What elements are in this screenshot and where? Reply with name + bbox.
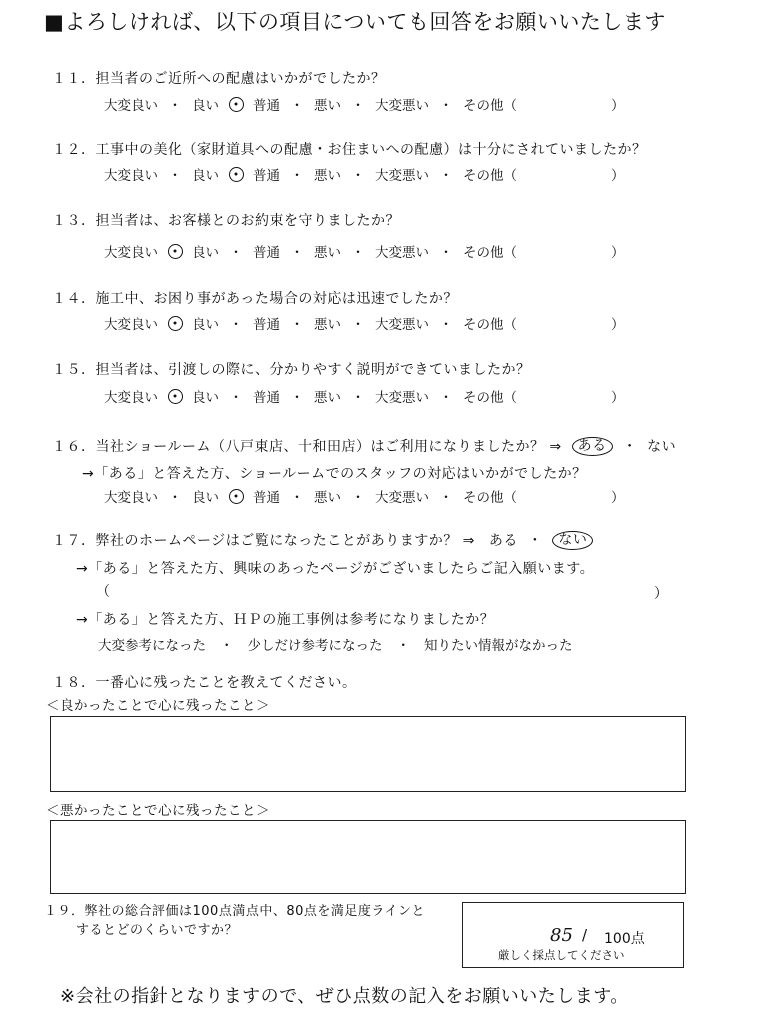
- score-note: 厳しく採点してください: [498, 948, 625, 962]
- question-17-sub1: →「ある」と答えた方、興味のあったページがございましたらご記入願います。: [76, 561, 595, 577]
- option-other[interactable]: その他（: [463, 390, 517, 406]
- option-other[interactable]: その他（: [463, 98, 517, 114]
- option-good[interactable]: 良い: [192, 168, 219, 184]
- selected-mark-icon: [229, 167, 244, 182]
- separator: ・: [396, 638, 410, 654]
- option-very-bad[interactable]: 大変悪い: [375, 490, 429, 506]
- question-12: １２．工事中の美化（家財道具への配慮・お住まいへの配慮）は十分にされていましたか？: [52, 142, 647, 158]
- separator: ・: [229, 390, 243, 406]
- question-15: １５．担当者は、引渡しの際に、分かりやすく説明ができていましたか？: [52, 362, 531, 378]
- options-11: [104, 94, 625, 114]
- option-good[interactable]: 良い: [192, 317, 219, 333]
- answer-no: ない: [647, 439, 677, 455]
- other-paren-close: ）: [611, 168, 625, 184]
- option-very-good[interactable]: 大変良い: [104, 245, 158, 261]
- option-normal[interactable]: 普通: [253, 168, 280, 184]
- selected-mark-icon: [229, 97, 244, 112]
- footer-note: ※会社の指針となりますので、ぜひ点数の記入をお願いいたします。: [60, 986, 629, 1007]
- option-bad[interactable]: 悪い: [314, 490, 341, 506]
- option-bad[interactable]: 悪い: [314, 317, 341, 333]
- separator: ・: [439, 245, 453, 261]
- separator: ・: [351, 168, 365, 184]
- question-19-line1: １９．弊社の総合評価は100点満点中、80点を満足度ラインと: [44, 904, 425, 919]
- option-bad[interactable]: 悪い: [314, 245, 341, 261]
- question-19-line2: するとどのくらいですか？: [76, 923, 239, 938]
- options-14: [104, 313, 625, 333]
- option-very-good[interactable]: 大変良い: [104, 168, 158, 184]
- question-13: １３．担当者は、お客様とのお約束を守りましたか？: [52, 213, 400, 229]
- separator: ・: [439, 317, 453, 333]
- question-17: [52, 530, 593, 550]
- question-16: [52, 436, 676, 456]
- question-11: １１．担当者のご近所への配慮はいかがでしたか？: [52, 71, 386, 87]
- option-good[interactable]: 良い: [192, 245, 219, 261]
- option-very-good[interactable]: 大変良い: [104, 98, 158, 114]
- other-paren-close: ）: [611, 490, 625, 506]
- selected-mark: [164, 316, 186, 331]
- paren-open: （: [96, 584, 111, 600]
- question-16-text: １６．当社ショールーム（八戸東店、十和田店）はご利用になりましたか？ ⇒: [52, 439, 562, 455]
- good-memory-label: ＜良かったことで心に残ったこと＞: [46, 698, 270, 714]
- other-paren-close: ）: [611, 98, 625, 114]
- separator: ・: [290, 98, 304, 114]
- selected-mark-icon: [168, 389, 183, 404]
- selected-mark: [164, 244, 186, 259]
- option-other[interactable]: その他（: [463, 245, 517, 261]
- options-13: [104, 241, 625, 261]
- separator: ・: [290, 317, 304, 333]
- other-paren-close: ）: [611, 390, 625, 406]
- option-normal[interactable]: 普通: [253, 490, 280, 506]
- option-very-bad[interactable]: 大変悪い: [375, 98, 429, 114]
- option-bad[interactable]: 悪い: [314, 168, 341, 184]
- selected-mark-icon: [229, 489, 244, 504]
- separator: ・: [439, 490, 453, 506]
- option-good[interactable]: 良い: [192, 98, 219, 114]
- separator: ・: [229, 317, 243, 333]
- separator: ・: [290, 390, 304, 406]
- selected-mark: [225, 97, 247, 112]
- option-very-bad[interactable]: 大変悪い: [375, 390, 429, 406]
- separator: ・: [351, 98, 365, 114]
- answer-no-circled: ない: [552, 531, 593, 550]
- bad-memory-label: ＜悪かったことで心に残ったこと＞: [46, 803, 270, 819]
- paren-close: ）: [654, 586, 669, 602]
- option-normal[interactable]: 普通: [253, 317, 280, 333]
- option-other[interactable]: その他（: [463, 490, 517, 506]
- selected-mark-icon: [168, 244, 183, 259]
- options-16: [104, 486, 625, 506]
- choice-not-found: 知りたい情報がなかった: [424, 638, 573, 654]
- separator: ・: [290, 490, 304, 506]
- other-paren-close: ）: [611, 317, 625, 333]
- options-12: [104, 164, 625, 184]
- selected-mark: [225, 167, 247, 182]
- option-bad[interactable]: 悪い: [314, 98, 341, 114]
- question-16-sub: →「ある」と答えた方、ショールームでのスタッフの対応はいかがでしたか？: [82, 466, 587, 482]
- separator: ・: [439, 168, 453, 184]
- separator: ・: [439, 98, 453, 114]
- option-good[interactable]: 良い: [192, 490, 219, 506]
- option-bad[interactable]: 悪い: [314, 390, 341, 406]
- bad-memory-textbox[interactable]: [50, 820, 686, 894]
- separator: ・: [220, 638, 234, 654]
- separator: ・: [168, 168, 182, 184]
- separator: ・: [290, 168, 304, 184]
- option-other[interactable]: その他（: [463, 168, 517, 184]
- separator: ・: [351, 317, 365, 333]
- separator: ・: [439, 390, 453, 406]
- option-normal[interactable]: 普通: [253, 245, 280, 261]
- other-paren-close: ）: [611, 245, 625, 261]
- option-very-good[interactable]: 大変良い: [104, 390, 158, 406]
- question-14: １４．施工中、お困り事があった場合の対応は迅速でしたか？: [52, 291, 458, 307]
- selected-mark: [164, 389, 186, 404]
- option-very-good[interactable]: 大変良い: [104, 317, 158, 333]
- option-normal[interactable]: 普通: [253, 390, 280, 406]
- options-17: [98, 634, 573, 654]
- option-very-good[interactable]: 大変良い: [104, 490, 158, 506]
- option-very-bad[interactable]: 大変悪い: [375, 245, 429, 261]
- score-slash: /: [582, 926, 588, 944]
- score-value: 85: [550, 925, 573, 946]
- separator: ・: [168, 490, 182, 506]
- option-very-bad[interactable]: 大変悪い: [375, 317, 429, 333]
- form-header: ■よろしければ、以下の項目についても回答をお願いいたします: [44, 10, 666, 34]
- separator: ・: [622, 439, 638, 455]
- choice-very-helpful: 大変参考になった: [98, 638, 206, 654]
- separator: ・: [351, 245, 365, 261]
- question-17-sub2: →「ある」と答えた方、ＨＰの施工事例は参考になりましたか？: [76, 612, 495, 628]
- option-normal[interactable]: 普通: [253, 98, 280, 114]
- selected-mark: [225, 489, 247, 504]
- options-15: [104, 386, 625, 406]
- answer-yes: ある: [488, 533, 518, 549]
- separator: ・: [527, 533, 543, 549]
- good-memory-textbox[interactable]: [50, 716, 686, 792]
- separator: ・: [229, 245, 243, 261]
- option-good[interactable]: 良い: [192, 390, 219, 406]
- separator: ・: [290, 245, 304, 261]
- option-very-bad[interactable]: 大変悪い: [375, 168, 429, 184]
- option-other[interactable]: その他（: [463, 317, 517, 333]
- separator: ・: [351, 490, 365, 506]
- score-max: 100点: [604, 931, 645, 947]
- answer-yes-circled: ある: [572, 437, 613, 456]
- question-17-text: １７．弊社のホームページはご覧になったことがありますか？ ⇒: [52, 533, 475, 549]
- selected-mark-icon: [168, 316, 183, 331]
- question-18: １８．一番心に残ったことを教えてください。: [52, 675, 357, 691]
- choice-slightly-helpful: 少しだけ参考になった: [247, 638, 383, 654]
- separator: ・: [351, 390, 365, 406]
- separator: ・: [168, 98, 182, 114]
